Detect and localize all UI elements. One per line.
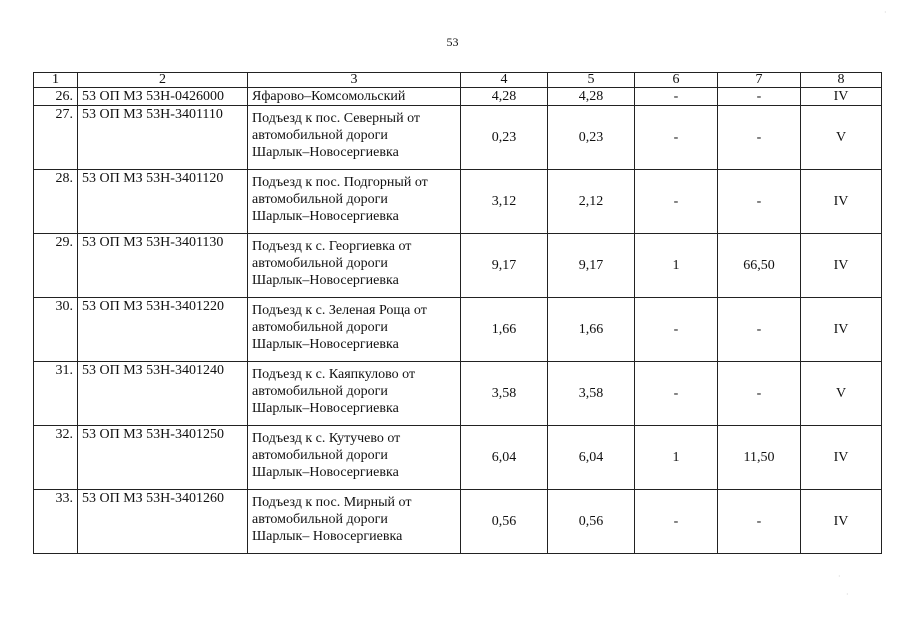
value-col-6: - [635, 362, 718, 426]
table-row [34, 234, 882, 298]
row-number: 27. [34, 106, 78, 170]
header-cell: 3 [248, 73, 461, 88]
value-col-4: 1,66 [461, 298, 548, 362]
row-number: 33. [34, 490, 78, 554]
road-name-line: Подъезд к пос. Мирный от [252, 495, 412, 510]
value-col-4: 0,23 [461, 106, 548, 170]
road-name-line: Подъезд к с. Георгиевка от [252, 239, 412, 254]
header-cell: 7 [718, 73, 801, 88]
header-cell: 2 [78, 73, 248, 88]
value-col-5: 6,04 [548, 426, 635, 490]
value-col-6: - [635, 88, 718, 106]
road-name-line: Шарлык–Новосергиевка [252, 273, 399, 288]
value-col-6: - [635, 170, 718, 234]
header-cell: 1 [34, 73, 78, 88]
scan-speck: · [838, 572, 841, 581]
row-number: 29. [34, 234, 78, 298]
value-col-6: - [635, 298, 718, 362]
road-name-line: Подъезд к с. Каяпкулово от [252, 367, 416, 382]
value-col-8: IV [801, 490, 882, 554]
road-code: 53 ОП МЗ 53Н-3401220 [78, 298, 248, 362]
road-name-line: Подъезд к пос. Северный от [252, 111, 420, 126]
table-row [34, 106, 882, 170]
road-name-line: Шарлык–Новосергиевка [252, 401, 399, 416]
value-col-8: V [801, 362, 882, 426]
road-name-line: Шарлык–Новосергиевка [252, 209, 399, 224]
value-col-8: IV [801, 298, 882, 362]
value-col-8: IV [801, 426, 882, 490]
value-col-7: 66,50 [718, 234, 801, 298]
row-number: 30. [34, 298, 78, 362]
value-col-4: 6,04 [461, 426, 548, 490]
road-name-line: Подъезд к пос. Подгорный от [252, 175, 428, 190]
value-col-5: 9,17 [548, 234, 635, 298]
value-col-7: - [718, 106, 801, 170]
scan-speck: · [846, 590, 849, 599]
road-name [248, 170, 461, 234]
value-col-6: 1 [635, 426, 718, 490]
value-col-7: 11,50 [718, 426, 801, 490]
table-row [34, 362, 882, 426]
value-col-7: - [718, 298, 801, 362]
roads-table [33, 72, 882, 554]
road-name [248, 298, 461, 362]
header-cell: 6 [635, 73, 718, 88]
road-code: 53 ОП МЗ 53Н-3401130 [78, 234, 248, 298]
header-cell: 4 [461, 73, 548, 88]
table-row [34, 170, 882, 234]
table-row [34, 426, 882, 490]
road-name-line: Яфарово–Комсомольский [252, 89, 406, 104]
road-name-line: автомобильной дороги [252, 192, 388, 207]
road-name [248, 88, 461, 106]
road-name-line: Шарлык–Новосергиевка [252, 465, 399, 480]
scan-speck: · [884, 8, 887, 17]
page-number: 53 [446, 35, 459, 49]
road-code: 53 ОП МЗ 53Н-3401250 [78, 426, 248, 490]
road-name-line: автомобильной дороги [252, 512, 388, 527]
road-code: 53 ОП МЗ 53Н-3401120 [78, 170, 248, 234]
road-name-line: автомобильной дороги [252, 384, 388, 399]
road-name-line: автомобильной дороги [252, 320, 388, 335]
value-col-6: - [635, 490, 718, 554]
road-name [248, 426, 461, 490]
value-col-4: 3,58 [461, 362, 548, 426]
value-col-5: 0,23 [548, 106, 635, 170]
table-row [34, 490, 882, 554]
table-row [34, 298, 882, 362]
header-cell: 8 [801, 73, 882, 88]
road-name [248, 106, 461, 170]
value-col-7: - [718, 490, 801, 554]
value-col-5: 2,12 [548, 170, 635, 234]
road-name-line: автомобильной дороги [252, 448, 388, 463]
row-number: 32. [34, 426, 78, 490]
road-name-line: Шарлык–Новосергиевка [252, 145, 399, 160]
road-name-line: Шарлык– Новосергиевка [252, 529, 403, 544]
value-col-8: V [801, 106, 882, 170]
value-col-8: IV [801, 170, 882, 234]
header-cell: 5 [548, 73, 635, 88]
road-code: 53 ОП МЗ 53Н-0426000 [78, 88, 248, 106]
value-col-8: IV [801, 88, 882, 106]
header-row [34, 73, 882, 88]
value-col-4: 0,56 [461, 490, 548, 554]
value-col-7: - [718, 88, 801, 106]
value-col-6: 1 [635, 234, 718, 298]
road-name [248, 490, 461, 554]
road-name-line: автомобильной дороги [252, 128, 388, 143]
row-number: 26. [34, 88, 78, 106]
road-name-line: Шарлык–Новосергиевка [252, 337, 399, 352]
value-col-5: 4,28 [548, 88, 635, 106]
value-col-5: 0,56 [548, 490, 635, 554]
row-number: 31. [34, 362, 78, 426]
table-row [34, 88, 882, 106]
road-name-line: автомобильной дороги [252, 256, 388, 271]
value-col-7: - [718, 362, 801, 426]
road-name-line: Подъезд к с. Зеленая Роща от [252, 303, 427, 318]
value-col-4: 4,28 [461, 88, 548, 106]
road-code: 53 ОП МЗ 53Н-3401240 [78, 362, 248, 426]
value-col-7: - [718, 170, 801, 234]
value-col-5: 1,66 [548, 298, 635, 362]
road-name-line: Подъезд к с. Кутучево от [252, 431, 401, 446]
value-col-6: - [635, 106, 718, 170]
row-number: 28. [34, 170, 78, 234]
value-col-4: 3,12 [461, 170, 548, 234]
value-col-4: 9,17 [461, 234, 548, 298]
road-name [248, 234, 461, 298]
road-name [248, 362, 461, 426]
value-col-5: 3,58 [548, 362, 635, 426]
road-code: 53 ОП МЗ 53Н-3401260 [78, 490, 248, 554]
road-code: 53 ОП МЗ 53Н-3401110 [78, 106, 248, 170]
value-col-8: IV [801, 234, 882, 298]
